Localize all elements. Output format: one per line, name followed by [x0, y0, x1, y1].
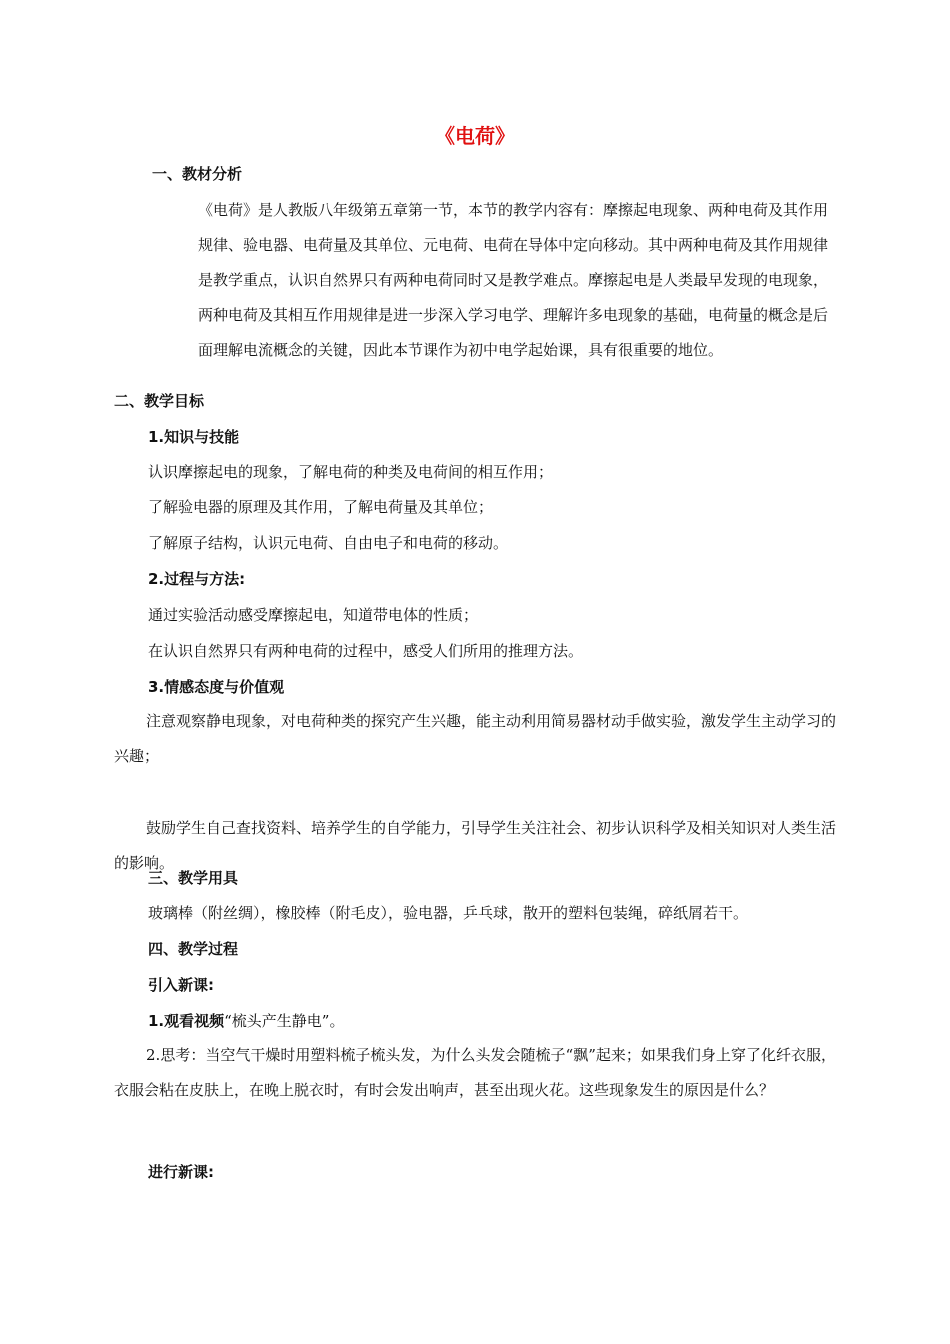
- knowledge-line-3: 了解原子结构，认识元电荷、自由电子和电荷的移动。: [148, 534, 509, 552]
- document-title: 《电荷》: [435, 124, 515, 148]
- step-2-paragraph: 2.思考：当空气干燥时用塑料梳子梳头发，为什么头发会随梳子“飘”起来；如果我们身上穿了化纤衣服，衣服会粘在皮肤上，在晚上脱衣时，有时会发出响声，甚至出现火花。这些现象发生的原因是什么？: [114, 1046, 836, 1099]
- knowledge-line-1: 认识摩擦起电的现象，了解电荷的种类及电荷间的相互作用；: [148, 463, 554, 481]
- analysis-paragraph: [168, 193, 828, 368]
- attitude-paragraph-2: 鼓励学生自己查找资料、培养学生的自学能力，引导学生关注社会、初步认识科学及相关知识对人类生活的影响。: [114, 819, 837, 872]
- section-heading-goals: 二、教学目标: [114, 392, 205, 410]
- step-1-label: 1.观看视频: [148, 1012, 225, 1030]
- new-lesson-heading: 进行新课:: [148, 1163, 214, 1181]
- process-line-1: 通过实验活动感受摩擦起电，知道带电体的性质；: [148, 606, 479, 624]
- analysis-text: 《电荷》是人教版八年级第五章第一节，本节的教学内容有：摩擦起电现象、两种电荷及其作用规律、验电器、电荷量及其单位、元电荷、电荷在导体中定向移动。其中两种电荷及其作用规律是教学重点，认识自然界只有两种电荷同时又是教学难点。摩擦起电是人类最早发现的电现象，两种电荷及其相互作用规律是进一步深入学习电学、理解许多电现象的基础，电荷量的概念是后面理解电流概念的关键，因此本节课作为初中电学起始课，具有很重要的地位。: [198, 201, 829, 359]
- step-1-line: [148, 1010, 344, 1032]
- knowledge-line-2: 了解验电器的原理及其作用，了解电荷量及其单位；: [148, 498, 494, 516]
- attitude-paragraph-1: 注意观察静电现象，对电荷种类的探究产生兴趣，能主动利用简易器材动手做实验，激发学生主动学习的兴趣；: [114, 712, 837, 765]
- subheading-knowledge-skills: 1.知识与技能: [148, 428, 240, 446]
- process-line-2: 在认识自然界只有两种电荷的过程中，感受人们所用的推理方法。: [148, 642, 584, 660]
- subheading-process-method: 2.过程与方法:: [148, 570, 246, 588]
- step-1-text: “梳头产生静电”。: [224, 1012, 345, 1030]
- intro-heading: 引入新课:: [148, 976, 214, 994]
- section-heading-tools: 三、教学用具: [148, 869, 239, 887]
- section-heading-analysis: 一、教材分析: [152, 165, 243, 183]
- tools-text: 玻璃棒（附丝绸），橡胶棒（附毛皮），验电器，乒乓球，散开的塑料包装绳，碎纸屑若干。: [148, 904, 749, 922]
- section-heading-process: 四、教学过程: [148, 940, 239, 958]
- subheading-attitude-values: 3.情感态度与价值观: [148, 678, 285, 696]
